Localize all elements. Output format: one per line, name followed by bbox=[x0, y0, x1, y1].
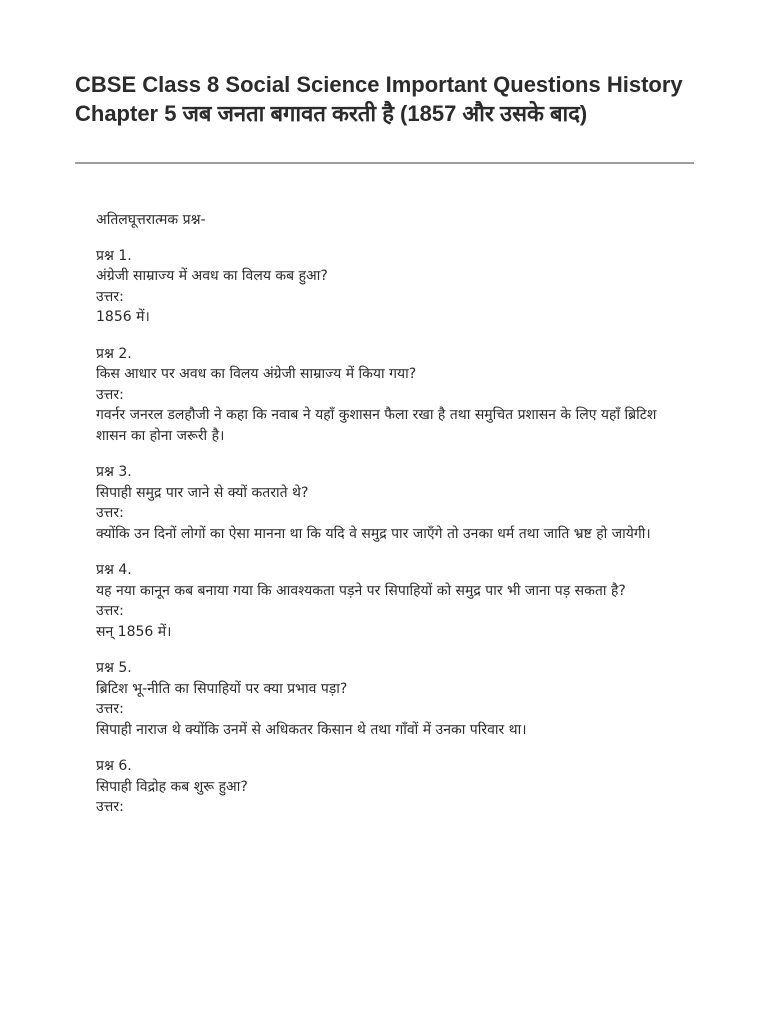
question-number: प्रश्न 4. bbox=[96, 562, 132, 578]
qa-item-6 bbox=[96, 756, 676, 818]
section-heading: अतिलघूत्तरात्मक प्रश्न- bbox=[96, 212, 206, 228]
question-text: सिपाही विद्रोह कब शुरू हुआ? bbox=[96, 778, 248, 795]
question-number: प्रश्न 2. bbox=[96, 345, 132, 362]
question-text: सिपाही समुद्र पार जाने से क्यों कतराते थे? bbox=[96, 484, 309, 501]
page-title: CBSE Class 8 Social Science Important Questions History Chapter 5 जब जनता बगावत करती है (1857 और उसके बाद) bbox=[75, 72, 683, 126]
article-body bbox=[96, 210, 676, 834]
question-number: प्रश्न 1. bbox=[96, 247, 132, 264]
question-number: प्रश्न 3. bbox=[96, 464, 132, 480]
answer-label: उत्तर: bbox=[96, 288, 124, 305]
question-number: प्रश्न 5. bbox=[96, 660, 132, 676]
answer-label: उत्तर: bbox=[96, 799, 124, 815]
answer-label: उत्तर: bbox=[96, 505, 124, 521]
answer-text: सिपाही नाराज थे क्योंकि उनमें से अधिकतर किसान थे तथा गाँवों में उनका परिवार था। bbox=[96, 721, 527, 738]
title-divider bbox=[75, 162, 694, 164]
qa-item-1 bbox=[96, 246, 676, 328]
question-text: ब्रिटिश भू-नीति का सिपाहियों पर क्या प्रभाव पड़ा? bbox=[96, 680, 348, 697]
answer-text: 1856 में। bbox=[96, 309, 150, 325]
answer-text: सन् 1856 में। bbox=[96, 623, 172, 640]
answer-label: उत्तर: bbox=[96, 701, 124, 717]
answer-label: उत्तर: bbox=[96, 603, 124, 619]
answer-label: उत्तर: bbox=[96, 386, 124, 403]
answer-text: क्योंकि उन दिनों लोगों का ऐसा मानना था कि यदि वे समुद्र पार जाएँगे तो उनका धर्म तथा जाति भ्रष्ट हो जायेगी। bbox=[96, 525, 651, 542]
qa-item-5 bbox=[96, 658, 676, 740]
qa-item-3 bbox=[96, 462, 676, 544]
question-text: यह नया कानून कब बनाया गया कि आवश्यकता पड़ने पर सिपाहियों को समुद्र पार भी जाना पड़ सकता है? bbox=[96, 582, 626, 599]
qa-item-2 bbox=[96, 344, 676, 447]
question-text: किस आधार पर अवध का विलय अंग्रेजी साम्राज्य में किया गया? bbox=[96, 366, 417, 382]
answer-text: गवर्नर जनरल डलहौजी ने कहा कि नवाब ने यहाँ कुशासन फैला रखा है तथा समुचित प्रशासन के लिए यहाँ ब्रिटिश शासन का होना जरूरी है। bbox=[96, 407, 657, 444]
question-number: प्रश्न 6. bbox=[96, 758, 132, 774]
question-text: अंग्रेजी साम्राज्य में अवध का विलय कब हुआ? bbox=[96, 268, 328, 284]
qa-item-4 bbox=[96, 560, 676, 642]
